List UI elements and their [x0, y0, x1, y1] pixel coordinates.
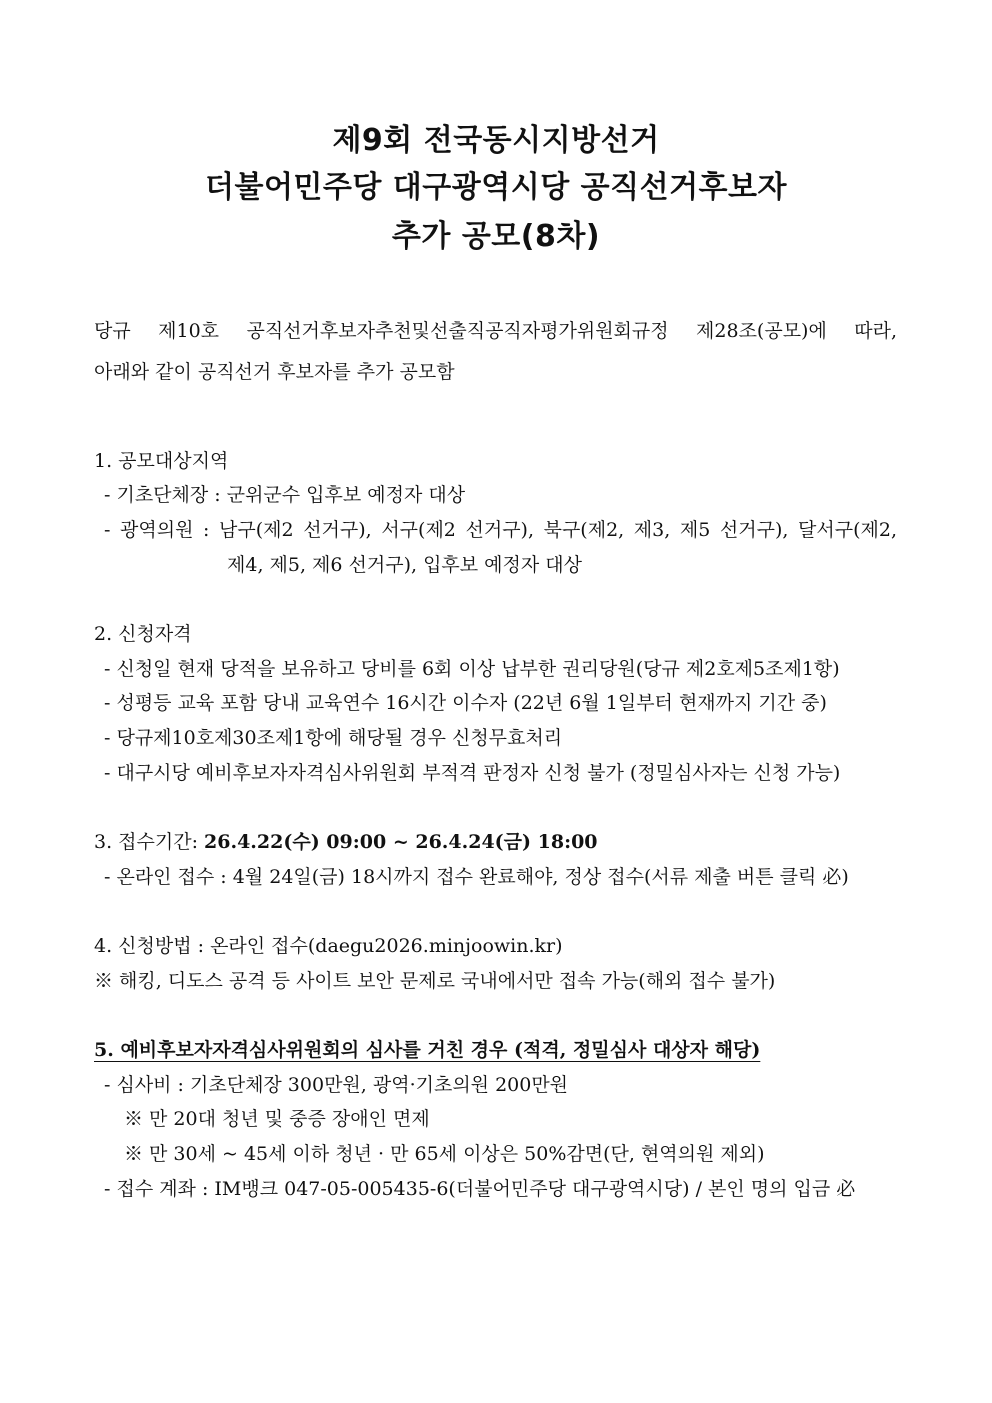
- section-2-heading: 2. 신청자격: [94, 623, 192, 645]
- section-1-item-2-line-2: 제4, 제5, 제6 선거구), 입후보 예정자 대상: [227, 554, 582, 576]
- section-3-heading: [94, 833, 598, 852]
- section-2-item-1: - 신청일 현재 당적을 보유하고 당비를 6회 이상 납부한 권리당원(당규 제2호제5조제1항): [104, 658, 840, 680]
- intro-line-2: 아래와 같이 공직선거 후보자를 추가 공모함: [94, 361, 455, 383]
- section-4-note: ※ 해킹, 디도스 공격 등 사이트 보안 문제로 국내에서만 접속 가능(해외 접수 불가): [94, 970, 776, 992]
- section-1-item-1: - 기초단체장 : 군위군수 입후보 예정자 대상: [104, 484, 466, 506]
- section-1-item-2-line-1: - 광역의원 : 남구(제2 선거구), 서구(제2 선거구), 북구(제2, 제3, 제5 선거구), 달서구(제2,: [104, 519, 897, 541]
- document-title-line-1: 제9회 전국동시지방선거: [332, 123, 660, 158]
- section-4-heading: 4. 신청방법 : 온라인 접수(daegu2026.minjoowin.kr): [94, 935, 563, 957]
- document-title-line-3: 추가 공모(8차): [391, 219, 601, 254]
- intro-line-1: 당규 제10호 공직선거후보자추천및선출직공직자평가위원회규정 제28조(공모)에 따라,: [94, 320, 897, 342]
- section-5-item-2: - 접수 계좌 : IM뱅크 047-05-005435-6(더불어민주당 대구광역시당) / 본인 명의 입금 必: [104, 1178, 856, 1200]
- section-2-item-4: - 대구시당 예비후보자자격심사위원회 부적격 판정자 신청 불가 (정밀심사자는 신청 가능): [104, 762, 841, 784]
- section-5-note-2: ※ 만 30세 ~ 45세 이하 청년 · 만 65세 이상은 50%감면(단, 현역의원 제외): [124, 1143, 765, 1165]
- section-5-note-1: ※ 만 20대 청년 및 중증 장애인 면제: [124, 1108, 430, 1130]
- section-5-heading: 5. 예비후보자자격심사위원회의 심사를 거친 경우 (적격, 정밀심사 대상자 해당): [94, 1039, 761, 1061]
- section-2-item-2: - 성평등 교육 포함 당내 교육연수 16시간 이수자 (22년 6월 1일부터 현재까지 기간 중): [104, 692, 827, 714]
- section-3-period: 26.4.22(수) 09:00 ~ 26.4.24(금) 18:00: [204, 831, 598, 853]
- section-1-heading: 1. 공모대상지역: [94, 450, 229, 472]
- section-2-item-3: - 당규제10호제30조제1항에 해당될 경우 신청무효처리: [104, 727, 563, 749]
- section-3-item-1: - 온라인 접수 : 4월 24일(금) 18시까지 접수 완료해야, 정상 접수(서류 제출 버튼 클릭 必): [104, 866, 849, 888]
- section-3-heading-label: 3. 접수기간:: [94, 831, 205, 853]
- section-5-item-1: - 심사비 : 기초단체장 300만원, 광역·기초의원 200만원: [104, 1074, 569, 1096]
- document-title-line-2: 더불어민주당 대구광역시당 공직선거후보자: [204, 170, 787, 205]
